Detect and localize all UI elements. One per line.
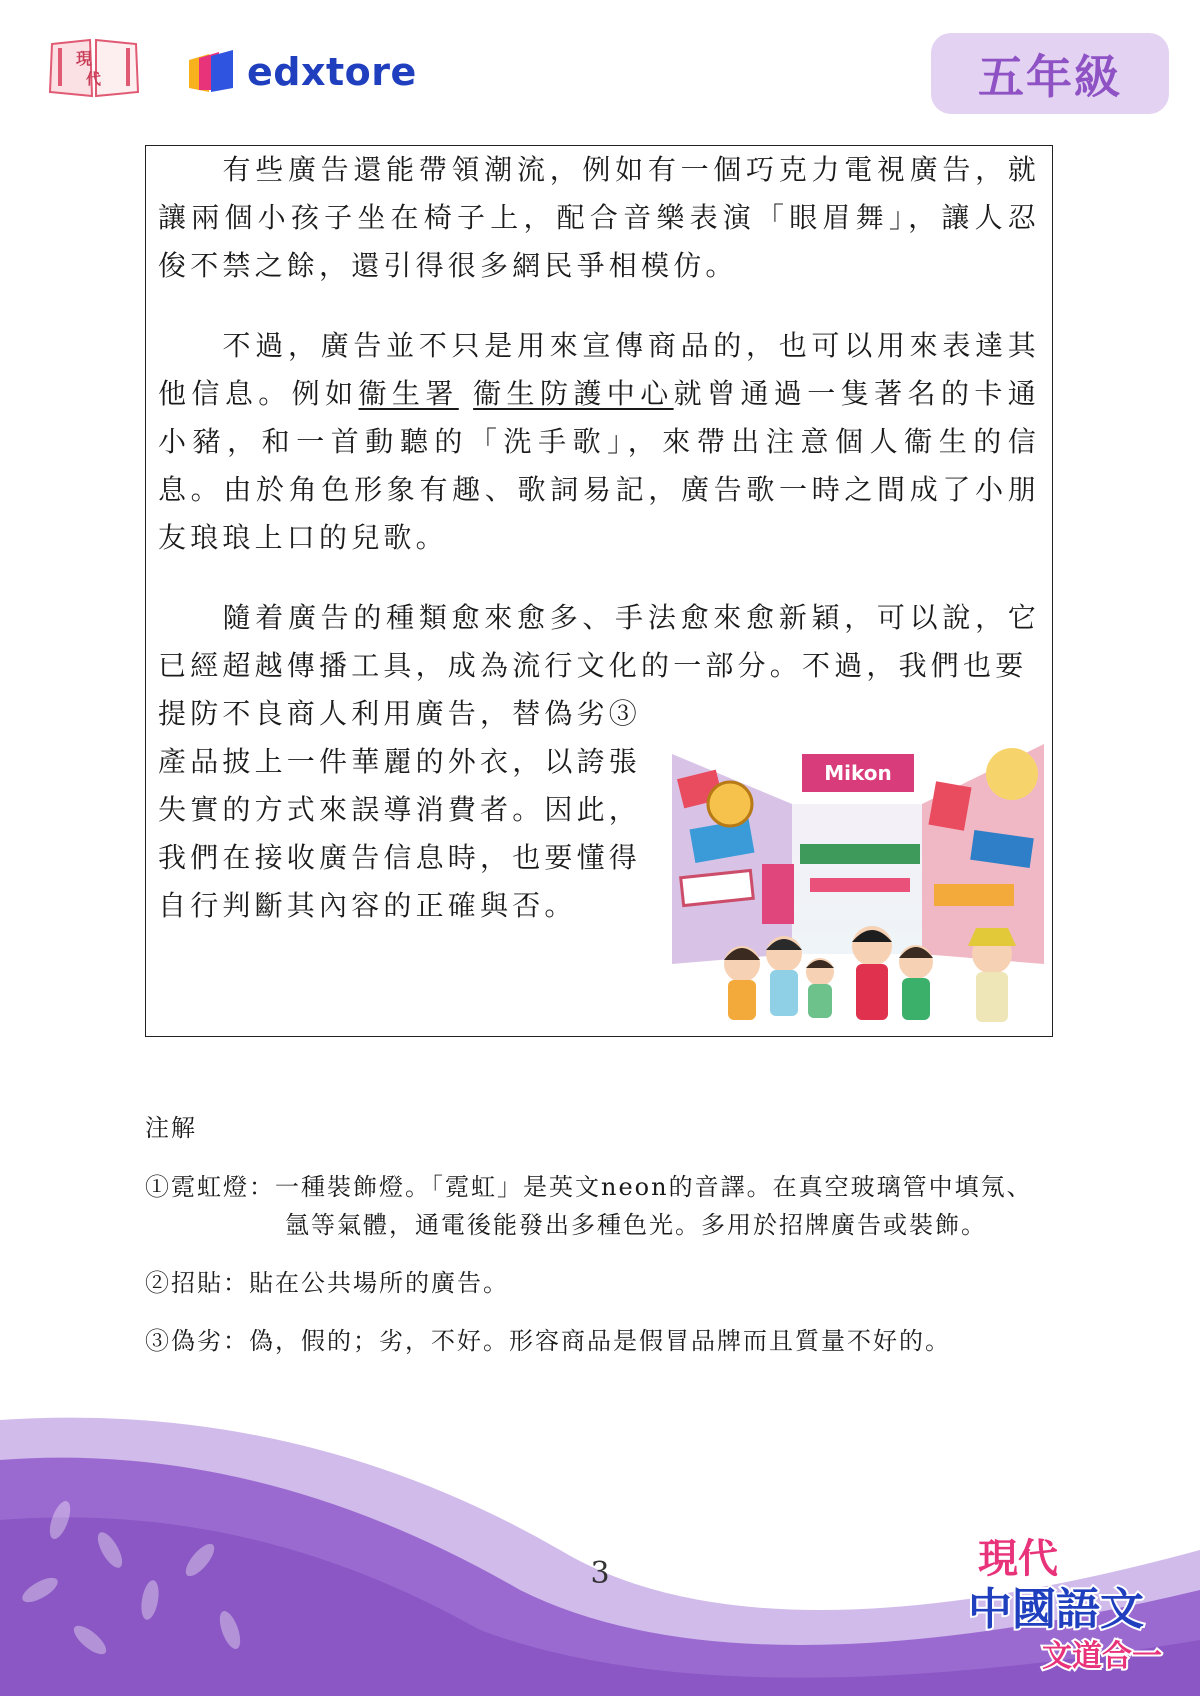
book-logo-text: 現 — [76, 49, 93, 68]
svg-text:代: 代 — [86, 70, 102, 88]
brand-line-2: 中國語文 — [968, 1584, 1144, 1635]
grade-badge: 五年級 — [931, 33, 1169, 114]
org-name-2: 衞生防護中心 — [473, 377, 674, 410]
brand-line-1: 現代 — [978, 1536, 1058, 1582]
paragraph-3-line: 自行判斷其內容的正確與否。 — [158, 889, 577, 922]
paragraph-3-wrapped — [158, 690, 658, 930]
paragraph-3-line: 提防不良商人利用廣告，替偽劣③ — [158, 697, 642, 730]
paragraph-2 — [158, 322, 1040, 562]
paragraph-3-line: 我們在接收廣告信息時，也要懂得 — [158, 841, 642, 874]
edxtore-logo — [187, 50, 417, 94]
book-logo — [46, 38, 142, 100]
street-advertising-illustration — [672, 714, 1044, 1034]
paragraph-2-text-b: 就曾通過一隻著名的卡通小豬，和一首動聽的「洗手歌」，來帶出注意個人衞生的信息。由於角色形象有趣、歌詞易記，廣告歌一時之間成了小朋友琅琅上口的兒歌。 — [158, 377, 1041, 554]
note-1 — [145, 1167, 1125, 1245]
note-1-text: ①霓虹燈：一種裝飾燈。「霓虹」是英文neon的音譯。在真空玻璃管中填氖、 — [145, 1173, 1033, 1201]
brand-line-3: 文道合一 — [1042, 1639, 1162, 1674]
paragraph-1 — [158, 146, 1040, 290]
paragraph-2-text-a: 不過，廣告並不只是用來宣傳商品的，也可以用來表達其他信息。例如 — [158, 329, 1040, 410]
note-2: ②招貼：貼在公共場所的廣告。 — [145, 1269, 509, 1297]
page-number: 3 — [590, 1556, 610, 1591]
notes-title: 注解 — [145, 1114, 197, 1142]
paragraph-3-line: 產品披上一件華麗的外衣，以誇張 — [158, 745, 642, 778]
passage-box — [145, 145, 1053, 1037]
edxtore-wordmark: edxtore — [247, 50, 417, 94]
illustration-sign-text: Mikon — [824, 761, 892, 785]
paragraph-1-text: 有些廣告還能帶領潮流，例如有一個巧克力電視廣告，就讓兩個小孩子坐在椅子上，配合音樂表演「眼眉舞」，讓人忍俊不禁之餘，還引得很多網民爭相模仿。 — [158, 153, 1040, 282]
brand-logo — [964, 1528, 1174, 1678]
org-name-1: 衞生署 — [358, 377, 459, 410]
paragraph-3-text: 隨着廣告的種類愈來愈多、手法愈來愈新穎，可以說，它已經超越傳播工具，成為流行文化的一部分。不過，我們也要 — [158, 601, 1040, 682]
notes-section — [145, 1108, 1125, 1379]
note-3: ③偽劣：偽，假的；劣，不好。形容商品是假冒品牌而且質量不好的。 — [145, 1327, 951, 1355]
paragraph-3-line: 失實的方式來誤導消費者。因此， — [158, 793, 642, 826]
note-1-continuation: 氬等氣體，通電後能發出多種色光。多用於招牌廣告或裝飾。 — [285, 1211, 987, 1239]
edxtore-mark-icon — [187, 50, 237, 94]
